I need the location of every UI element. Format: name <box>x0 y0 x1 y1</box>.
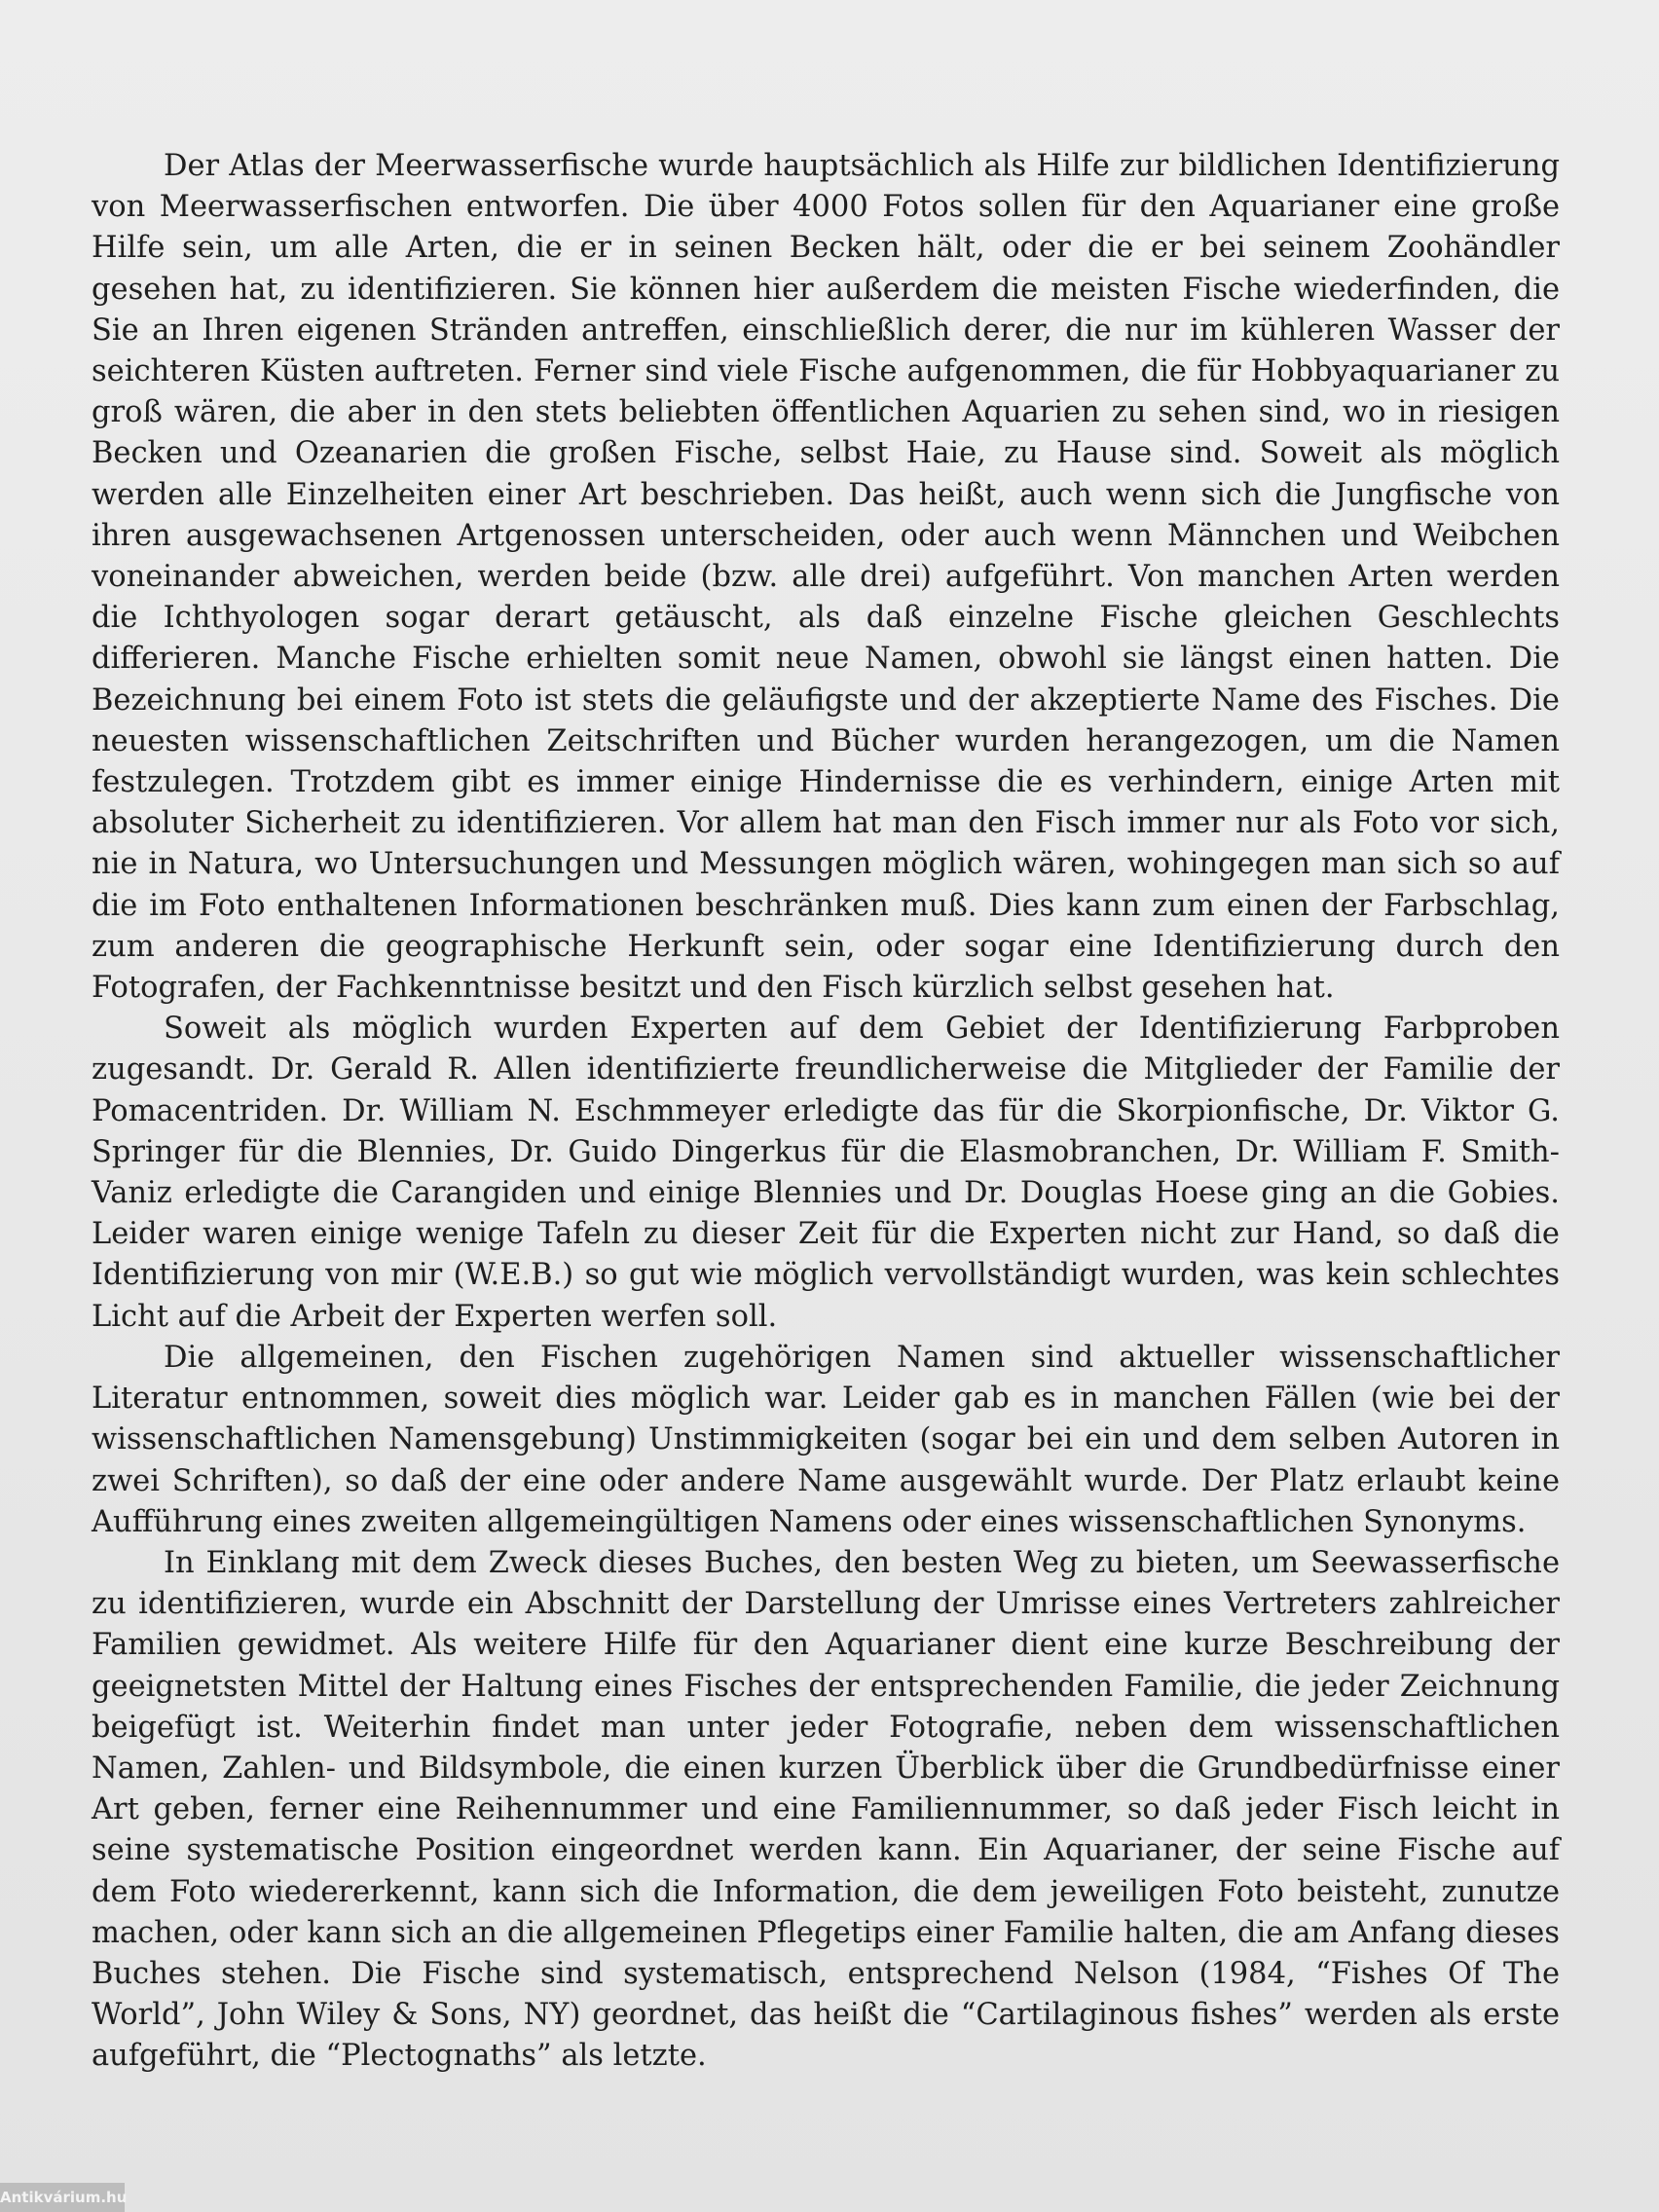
paragraph-3: Die allgemeinen, den Fischen zugehörigen Namen sind aktueller wissenschaftlicher Literatur entnommen, soweit dies möglich war. Leider gab es in manchen Fällen (wie bei der wissenschaftlichen Namensgebung) Unstimmigkeiten (sogar bei ein und dem selben Autoren in zwei Schriften), so daß der eine oder andere Name ausgewählt wurde. Der Platz erlaubt keine Aufführung eines zweiten allgemeingültigen Namens oder eines wissenschaftlichen Synonyms. <box>92 1340 1560 1539</box>
paragraph-2: Soweit als möglich wurden Experten auf dem Gebiet der Identifizierung Farbproben zugesandt. Dr. Gerald R. Allen identifizierte freundlicherweise die Mitglieder der Familie der Pomacentriden. Dr. William N. Eschmmeyer erledigte das für die Skorpionfische, Dr. Viktor G. Springer für die Blennies, Dr. Guido Dingerkus für die Elasmobranchen, Dr. William F. Smith-Vaniz erledigte die Carangiden und einige Blennies und Dr. Douglas Hoese ging an die Gobies. Leider waren einige wenige Tafeln zu dieser Zeit für die Experten nicht zur Hand, so daß die Identifizierung von mir (W.E.B.) so gut wie möglich vervollständigt wurden, was kein schlechtes Licht auf die Arbeit der Experten werfen soll. <box>92 1012 1560 1334</box>
watermark-label: Antikvárium.hu <box>0 2183 125 2212</box>
paragraph-1: Der Atlas der Meerwasserfische wurde hauptsächlich als Hilfe zur bildlichen Identifizierung von Meerwasserfischen entworfen. Die über 4000 Fotos sollen für den Aquarianer eine große Hilfe sein, um alle Arten, die er in seinen Becken hält, oder die er bei seinem Zoohändler gesehen hat, zu identifizieren. Sie können hier außerdem die meisten Fische wiederfinden, die Sie an Ihren eigenen Stränden antreffen, einschließlich derer, die nur im kühleren Wasser der seichteren Küsten auftreten. Ferner sind viele Fische aufgenommen, die für Hobbyaquarianer zu groß wären, die aber in den stets beliebten öffentlichen Aquarien zu sehen sind, wo in riesigen Becken und Ozeanarien die großen Fische, selbst Haie, zu Hause sind. Soweit als möglich werden alle Einzelheiten einer Art beschrieben. Das heißt, auch wenn sich die Jungfische von ihren ausgewachsenen Artgenossen unterscheiden, oder auch wenn Männchen und Weibchen voneinander abweichen, werden beide (bzw. alle drei) aufgeführt. Von manchen Arten werden die Ichthyologen sogar derart getäuscht, als daß einzelne Fische gleichen Geschlechts differieren. Manche Fische erhielten somit neue Namen, obwohl sie längst einen hatten. Die Bezeichnung bei einem Foto ist stets die geläufigste und der akzeptierte Name des Fisches. Die neuesten wissenschaftlichen Zeitschriften und Bücher wurden herangezogen, um die Namen festzulegen. Trotzdem gibt es immer einige Hindernisse die es verhindern, einige Arten mit absoluter Sicherheit zu identifizieren. Vor allem hat man den Fisch immer nur als Foto vor sich, nie in Natura, wo Untersuchungen und Messungen möglich wären, wohingegen man sich so auf die im Foto enthaltenen Informationen beschränken muß. Dies kann zum einen der Farbschlag, zum anderen die geographische Herkunft sein, oder sogar eine Identifizierung durch den Fotografen, der Fachkenntnisse besitzt und den Fisch kürzlich selbst gesehen hat. <box>92 149 1560 1006</box>
body-text <box>92 146 1560 2078</box>
paragraph-4: In Einklang mit dem Zweck dieses Buches, den besten Weg zu bieten, um Seewasserfische zu identifizieren, wurde ein Abschnitt der Darstellung der Umrisse eines Vertreters zahlreicher Familien gewidmet. Als weitere Hilfe für den Aquarianer dient eine kurze Beschreibung der geeignetsten Mittel der Haltung eines Fisches der entsprechenden Familie, die jeder Zeichnung beigefügt ist. Weiterhin findet man unter jeder Fotografie, neben dem wissenschaftlichen Namen, Zahlen- und Bildsymbole, die einen kurzen Überblick über die Grundbedürfnisse einer Art geben, ferner eine Reihennummer und eine Familiennummer, so daß jeder Fisch leicht in seine systematische Position eingeordnet werden kann. Ein Aquarianer, der seine Fische auf dem Foto wiedererkennt, kann sich die Information, die dem jeweiligen Foto beisteht, zunutze machen, oder kann sich an die allgemeinen Pflegetips einer Familie halten, die am Anfang dieses Buches stehen. Die Fische sind systematisch, entsprechend Nelson (1984, “Fishes Of The World”, John Wiley & Sons, NY) geordnet, das heißt die “Cartilaginous fishes” werden als erste aufgeführt, die “Plectognaths” als letzte. <box>92 1545 1560 2074</box>
